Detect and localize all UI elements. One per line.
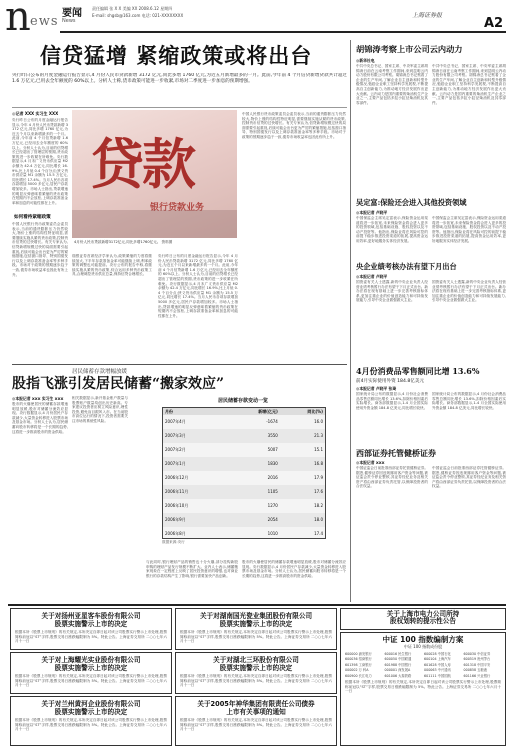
announcements-top-rule bbox=[8, 604, 506, 606]
story4-text-a: 国家统计局公布的数据显示,4 月份社会消费品零售总额同比增长 13.6%,扣除价格因素后实际增长。商务部数据显示,1-4 月全国实际使用外资金额 184.8 亿美元,同比增长较快。 bbox=[356, 392, 428, 410]
announcement-box bbox=[175, 608, 337, 650]
masthead bbox=[0, 0, 513, 38]
csi100-cell: 600104 上海汽车 bbox=[424, 657, 451, 662]
table-cell: 17.4 bbox=[314, 531, 323, 536]
story3-text-b: 国资委有关人士透露,新的中央企业负责人经营业绩考核暂行办法有望于下月正式出台。新办法将在现有基础上进一步完善考核指标体系,更加注重企业的价值创造能力和可持续发展能力,引导中央企业做强做大主业。 bbox=[432, 280, 506, 303]
photo-caption: 4月份人民币贷款新增3172亿元,同比多增1760亿元。 资料图 bbox=[74, 240, 173, 244]
section-divider bbox=[12, 364, 347, 365]
announcement-body: 根据本所《股票上市规则》的有关规定,本所决定自即日起对该公司股票实行警示上市处理,股票简称前冠以“ST”字样,股票交易日涨跌幅限制为 5%。特此公告。上海证券交易所 二○○七年六月十一日 bbox=[15, 718, 167, 732]
announcement-body: 根据本所《股票上市规则》的有关规定,本所决定自即日起对该公司股票实行警示上市处理,股票简称前冠以“ST”字样,股票交易日涨跌幅限制为 5%。特此公告。上海证券交易所 二○○七年六月十一日 bbox=[180, 630, 332, 644]
table-cell: 3550 bbox=[267, 433, 278, 438]
lead-body-col4: 中国人民银行货币政策委员会委员表示,当前的通货膨胀压力仍然较大,物价上涨的结构性特征明显,需要继续实施从紧的货币政策,控制货币信贷的过快增长。有关专家认为,信贷新增规模过快的局面需要引起重视,后续可能会出台更为严厉的紧缩措施,包括窗口指导、特别国债发行以及上调存款准备金率等多种手段。市场对于政策的预期逐步趋于一致,债券市场收益率也因此有所上升。 bbox=[242, 112, 346, 139]
lead-rule bbox=[12, 107, 347, 108]
story3-headline: 央企业绩考核办法有望下月出台 bbox=[356, 262, 457, 271]
story4-deck: 前4月实际使用外资 184.8亿美元 bbox=[356, 379, 425, 384]
story2-text-b: 中国保监会主席吴定富表示,保险资金运用渠道将进一步拓宽,未来保险资金将会进入更多的投资领域,包括基础设施、股权投资以及不动产投资等。他指出,保险业将在风险可控的前提下稳步推进投资渠道的拓展,提高资金运用效率,更好地服务实体经济发展。 bbox=[432, 216, 506, 243]
lead-body-col2: 瑞银证券首席经济学家认为,政策紧缩的力度将继续加大,下半年存款准备金率可能继续上调,利率政策的调整也可能提前。央行公布的报告中称,将继续实施从紧的货币政策,综合运用多种货币政策工具,合理调控货币供应总量,保持信贷合理增长。 bbox=[72, 254, 152, 277]
news-en: News bbox=[62, 18, 76, 24]
story1-text-a: 中共中央总书记、国家主席、中央军委主席胡锦涛日前在云南考察工作期间,来到昆明云内动力股份有限公司考察。胡锦涛总书记察看了企业的生产车间,了解企业自主创新和转型升级情况,勉励企业职工坚持科学发展观,不断提高自主创新能力,为推动地方经济发展作出更大贡献。云内动力是国内重要的柴油机生产企业之一,主要产品包括多缸小缸径柴油机及其零部件。 bbox=[356, 64, 428, 105]
logo-rest: ews bbox=[30, 14, 59, 29]
table-row bbox=[163, 471, 325, 485]
table-row bbox=[163, 527, 325, 541]
photo-sign-text: 银行贷款业务 bbox=[150, 203, 205, 213]
announcement-title: 关于对上海耀光实业股份有限公司 股票实施警示上市的决定 bbox=[41, 656, 141, 672]
table-cell: 2054 bbox=[267, 517, 278, 522]
story5-headline: 西部证券托管健桥证券 bbox=[356, 448, 436, 458]
second-headline: 股指飞涨引发居民储蓄“搬家效应” bbox=[12, 376, 225, 392]
table-cell: 2007年4月 bbox=[165, 419, 186, 424]
lead-headline: 信贷猛增 紧缩政策或将出台 bbox=[40, 43, 313, 68]
table-cell: 5007 bbox=[267, 447, 278, 452]
table-cell: 1270 bbox=[267, 503, 278, 508]
csi100-cell: 601628 中国人寿 bbox=[424, 662, 451, 667]
announcement-box bbox=[175, 696, 337, 746]
announcement-box bbox=[10, 696, 172, 746]
csi100-cell: 601318 中国平安 bbox=[463, 662, 491, 667]
table-row bbox=[163, 499, 325, 513]
story1-text-b: 中共中央总书记、国家主席、中央军委主席胡锦涛日前在云南考察工作期间,来到昆明云内动力股份有限公司考察。胡锦涛总书记察看了企业的生产车间,了解企业自主创新和转型升级情况,勉励企业职工坚持科学发展观,不断提高自主创新能力,为推动地方经济发展作出更大贡献。云内动力是国内重要的柴油机生产企业之一,主要产品包括多缸小缸径柴油机及其零部件。 bbox=[432, 64, 506, 105]
table-cell: 1010 bbox=[267, 531, 278, 536]
paper-name: 上海证券报 bbox=[412, 12, 443, 19]
story4-byline: ◎本报记者 卢晓平 张琦 bbox=[356, 386, 397, 391]
csi100-cell: 601111 中国国航 bbox=[424, 673, 451, 678]
section-name: 要闻 bbox=[62, 8, 82, 19]
csi100-cell: 600000 浦发银行 bbox=[345, 652, 372, 656]
table-cell: 2006年10月 bbox=[165, 503, 189, 508]
photo-big-chars: 贷款 bbox=[90, 132, 194, 196]
savings-table-block bbox=[140, 398, 346, 556]
second-body-col2: 相关数据显示,新开基金账户数量与股票账户数量均创出历史新高。专家建议投资者应树立风险意识,理性投资,避免盲目跟风入市。在当前股市高位运行的情况下,投资者需要关注市场的系统性风险。 bbox=[72, 396, 128, 423]
table-cell: 17.9 bbox=[314, 475, 323, 480]
csi100-cell: 000858 五粮液 bbox=[463, 668, 488, 673]
announcement-title: 关于上海市电力公司所持 股权划转的提示性公告 bbox=[386, 610, 460, 625]
story2-byline: ◎本报记者 卢晓平 bbox=[356, 210, 388, 215]
news-photo bbox=[72, 110, 237, 238]
csi100-cell: 600519 贵州茅台 bbox=[463, 657, 491, 662]
announcement-body: 根据本所《股票上市规则》的有关规定,本所决定自即日起对该公司股票实行警示上市处理,股票简称前冠以“ST”字样,股票交易日涨跌幅限制为 5%。特此公告。上海证券交易所 二○○七年六月十一日 bbox=[180, 674, 332, 688]
story5-text-b: 中国证监会日前批准西部证券托管健桥证券。据悉,健桥证券因违规挪用客户资金等问题,被证监会责令停业整顿,其证券经纪业务及相关资产将由西部证券负责托管,以保障投资者的合法权益。 bbox=[432, 466, 506, 489]
table-frame bbox=[162, 407, 326, 539]
table-cell: 18.2 bbox=[314, 503, 323, 508]
csi100-cell: 601988 中国银行 bbox=[384, 662, 412, 667]
table-header-cell: 新增(亿元) bbox=[258, 409, 278, 414]
table-cell: 2016 bbox=[267, 475, 278, 480]
table-source: 数据来源:央行 bbox=[162, 540, 185, 544]
table-cell: -1674 bbox=[266, 419, 278, 424]
story3-byline: ◎本报记者 卢晓平 bbox=[356, 274, 388, 279]
table-cell: 21.3 bbox=[314, 433, 323, 438]
announcement-box bbox=[10, 608, 172, 650]
story1-headline: 胡锦涛考察上市公司云内动力 bbox=[356, 44, 463, 54]
csi100-heading: 中证 100 指数编制方案 bbox=[382, 635, 464, 644]
announcement-box bbox=[175, 652, 337, 694]
csi100-cell: 600016 民生银行 bbox=[384, 652, 412, 656]
csi100-box bbox=[340, 632, 506, 746]
second-byline: ◎本报记者 XXX 实习生 XXX bbox=[12, 396, 64, 401]
story4-text-b: 国家统计局公布的数据显示,4 月份社会消费品零售总额同比增长 13.6%,扣除价格因素后实际增长。商务部数据显示,1-4 月全国实际使用外资金额 184.8 亿美元,同比增长较快。 bbox=[432, 392, 506, 410]
story5-byline: ◎本报记者 XXX bbox=[356, 460, 385, 465]
table-cell: 1830 bbox=[267, 461, 278, 466]
story2-headline: 吴定富:保险还会进入其他投资领域 bbox=[356, 198, 467, 207]
table-header-row bbox=[163, 408, 325, 415]
csi100-cell: 600028 中国石化 bbox=[424, 652, 451, 656]
announcement-body: 根据本所《股票上市规则》的有关规定,本所决定自即日起对该公司股票实行警示上市处理,股票简称前冠以“ST”字样,股票交易日涨跌幅限制为 5%。特此公告。上海证券交易所 二○○七年六月十一日 bbox=[180, 718, 332, 732]
table-cell: 2007年1月 bbox=[165, 461, 186, 466]
table-cell: 2006年9月 bbox=[165, 517, 186, 522]
table-cell: 17.6 bbox=[314, 489, 323, 494]
announcement-body: 根据本所《股票上市规则》的有关规定,本所决定自即日起对该公司股票实行警示上市处理,股票简称前冠以“ST”字样,股票交易日涨跌幅限制为 5%。特此公告。上海证券交易所 二○○七年六月十一日 bbox=[15, 674, 167, 688]
table-row bbox=[163, 443, 325, 457]
announcement-title: 关于对湖北三环股份有限公司 股票实施警示上市的决定 bbox=[213, 656, 299, 672]
table-cell: 16.8 bbox=[314, 461, 323, 466]
lead-deck: 央行昨日公布的月度金融运行报告显示,4 月份人民币贷款新增 3172 亿元,同比多增 1760 亿元,为近五月新增最多的一月。此前,今年前 4 个月信贷新增贷款共计超过 1.6 万亿元,已用去全年额度的 60%以上。分析人士称,货币政策可能进一步收紧,市场对二季度进一步加息的预期增强。 bbox=[12, 73, 347, 84]
savings-table bbox=[163, 408, 325, 541]
story1-byline: ◎新华社电 bbox=[356, 58, 375, 63]
announcement-title: 关于对兰州黄河企业股份有限公司 股票实施警示上市的决定 bbox=[41, 700, 141, 716]
csi100-cell: 600036 招商银行 bbox=[345, 657, 372, 662]
table-row bbox=[163, 457, 325, 471]
announcement-title: 关于对扬州亚星客车股份有限公司 股票实施警示上市的决定 bbox=[41, 612, 141, 628]
csi100-cell: 000001 深发展A bbox=[384, 668, 411, 673]
second-body-col1: 股市的火爆使居民的储蓄存款增速明显放缓,股市对储蓄分流效应显现。央行数据显示,4 月份居民户存款减少,大量资金转移进入股票市场及基金市场。分析人士认为,居民储蓄向股市转移将是一个长期的趋势,这将进一步推高股市的资金供给。 bbox=[12, 402, 68, 434]
table-cell: 2006年8月 bbox=[165, 531, 186, 536]
table-cell: 1105 bbox=[267, 489, 278, 494]
right-column-divider bbox=[350, 40, 351, 602]
table-cell: 15.1 bbox=[314, 447, 323, 452]
second-kicker: 居民储蓄存款增幅放缓 bbox=[72, 369, 128, 375]
table-cell: 2006年11月 bbox=[165, 489, 189, 494]
table-cell: 18.0 bbox=[314, 517, 323, 522]
table-row bbox=[163, 429, 325, 443]
table-title: 居民储蓄存款变动一览 bbox=[217, 398, 268, 404]
csi100-cell: 601006 大秦铁路 bbox=[384, 673, 412, 678]
csi100-cell: 600030 中信证券 bbox=[463, 652, 491, 656]
lead-body-col1: 央行昨日公布的月度金融运行报告显示,今年 4 月份人民币贷款新增 3172 亿元,同比多增 1760 亿元,为近五个月以来新增最多的一个月。此前,今年前 4 个月信贷新增 1.6 万亿元,已经用去全年额度的 60%以上。分析人士认为,目前的信贷增长已经超出了管理层的预期,货币政策的进一步收紧在所难免。央行数据显示,4 月末广义货币供应量 M2 余额为 42.4 万亿元,同比增长 16.9%,比上月低 0.4 个百分点;狭义货币供应量 M1 余额为 15.5 万亿元,同比增长 17.4%。当月人民币各项存款增加 5000 多亿元,居民户存款增加较多。市场人士指出,贷款增速的明显反弹意味着紧缩的货币政策在短期内不会放松,上调存款准备金率和加息的可能性都在上升。 bbox=[12, 118, 68, 205]
header-meta-2: E-mail: shgsb@163.com 电话: 021-XXXXXXXX bbox=[92, 13, 184, 18]
second-body-col3: 与此同时,银行理财产品的销售也十分火爆,部分挂钩新股申购的理财产品发行规模不断扩大。业内人士表示,储蓄搬家现象在一定程度上反映了居民投资意识的增强,也对商业银行的存款结构产生了影响,银行需要加快产品创新。 bbox=[146, 560, 238, 578]
table-header-cell: 月份 bbox=[165, 409, 173, 414]
table-cell: 2007年3月 bbox=[165, 433, 186, 438]
csi100-text: 根据本所《股票上市规则》的有关规定,本所决定自即日起对该公司股票实行警示上市处理,股票简称前冠以“ST”字样,股票交易日涨跌幅限制为 5%。特此公告。上海证券交易所 二○○七年六月十一日 bbox=[345, 680, 501, 694]
csi100-cell: 000063 中兴通讯 bbox=[424, 668, 451, 673]
story2-text-a: 中国保监会主席吴定富表示,保险资金运用渠道将进一步拓宽,未来保险资金将会进入更多的投资领域,包括基础设施、股权投资以及不动产投资等。他指出,保险业将在风险可控的前提下稳步推进投资渠道的拓展,提高资金运用效率,更好地服务实体经济发展。 bbox=[356, 216, 428, 243]
table-row bbox=[163, 513, 325, 527]
table-header-cell: 同比(%) bbox=[307, 409, 323, 414]
announcement-title: 关于2005年神华集团有限责任公司债券 上市有关事项的通知 bbox=[197, 700, 315, 716]
table-row bbox=[163, 485, 325, 499]
csi100-subtitle: 中证 100 指数成份股 bbox=[403, 644, 443, 649]
second-body-col4: 股市的火爆使居民的储蓄存款增速明显放缓,股市对储蓄分流效应显现。央行数据显示,4 月份居民户存款减少,大量资金转移进入股票市场及基金市场。分析人士认为,居民储蓄向股市转移将是一个长期的趋势,这将进一步推高股市的资金供给。 bbox=[242, 560, 346, 578]
csi100-cell: 000002 万 科A bbox=[345, 668, 369, 673]
lead-byline: ◎记者 XXX 实习生 XXX bbox=[12, 111, 59, 116]
masthead-rule bbox=[60, 31, 506, 33]
announcement-body: 根据本所《股票上市规则》的有关规定,本所决定自即日起对该公司股票实行警示上市处理,股票简称前冠以“ST”字样,股票交易日涨跌幅限制为 5%。特此公告。上海证券交易所 二○○七年六月十一日 bbox=[15, 630, 167, 644]
csi100-cell: 600900 长江电力 bbox=[345, 673, 372, 678]
header-meta: 责任编辑 张 X X 美编 XX 2008.6.12 星期四 bbox=[92, 6, 173, 11]
story5-text-a: 中国证监会日前批准西部证券托管健桥证券。据悉,健桥证券因违规挪用客户资金等问题,被证监会责令停业整顿,其证券经纪业务及相关资产将由西部证券负责托管,以保障投资者的合法权益。 bbox=[356, 466, 428, 489]
lead-body-col1b: 中国人民银行货币政策委员会委员表示,当前的通货膨胀压力仍然较大,物价上涨的结构性特征明显,需要继续实施从紧的货币政策,控制货币信贷的过快增长。有关专家认为,信贷新增规模过快的局面需要引起重视,后续可能会出台更为严厉的紧缩措施,包括窗口指导、特别国债发行以及上调存款准备金率等多种手段。市场对于政策的预期逐步趋于一致,债券市场收益率也因此有所上升。 bbox=[12, 222, 68, 277]
table-cell: 2007年2月 bbox=[165, 447, 186, 452]
page-number: A2 bbox=[484, 16, 504, 31]
table-row bbox=[163, 415, 325, 429]
photo-shadow bbox=[72, 210, 237, 238]
lead-body-col3: 央行昨日公布的月度金融运行报告显示,今年 4 月份人民币贷款新增 3172 亿元,同比多增 1760 亿元,为近五个月以来新增最多的一个月。此前,今年前 4 个月信贷新增 1.6 万亿元,已经用去全年额度的 60%以上。分析人士认为,目前的信贷增长已经超出了管理层的预期,货币政策的进一步收紧在所难免。央行数据显示,4 月末广义货币供应量 M2 余额为 42.4 万亿元,同比增长 16.9%,比上月低 0.4 个百分点;狭义货币供应量 M1 余额为 15.5 万亿元,同比增长 17.4%。当月人民币各项存款增加 5000 多亿元,居民户存款增加较多。市场人士指出,贷款增速的明显反弹意味着紧缩的货币政策在短期内不会放松,上调存款准备金率和加息的可能性都在上升。 bbox=[158, 254, 238, 318]
story3-text-a: 国资委有关人士透露,新的中央企业负责人经营业绩考核暂行办法有望于下月正式出台。新办法将在现有基础上进一步完善考核指标体系,更加注重企业的价值创造能力和可持续发展能力,引导中央企业做强做大主业。 bbox=[356, 280, 428, 303]
csi100-grid bbox=[341, 652, 505, 678]
csi100-cell: 601398 工商银行 bbox=[345, 662, 372, 667]
csi100-cell: 600050 中国联通 bbox=[384, 657, 412, 662]
logo-letter: n bbox=[5, 0, 31, 40]
table-cell: 16.0 bbox=[314, 419, 323, 424]
table-cell: 2006年12月 bbox=[165, 475, 189, 480]
csi100-cell: 601166 兴业银行 bbox=[463, 673, 491, 678]
lead-subhead: 如何看待紧缩政策 bbox=[14, 215, 51, 220]
announcement-title: 关于对湖南国光瓷业集团股份有限公司 股票实施警示上市的决定 bbox=[199, 612, 313, 628]
announcement-box bbox=[340, 608, 506, 630]
announcement-box bbox=[10, 652, 172, 694]
story4-headline: 4月份消费品零售额同比增 13.6% bbox=[356, 366, 480, 376]
